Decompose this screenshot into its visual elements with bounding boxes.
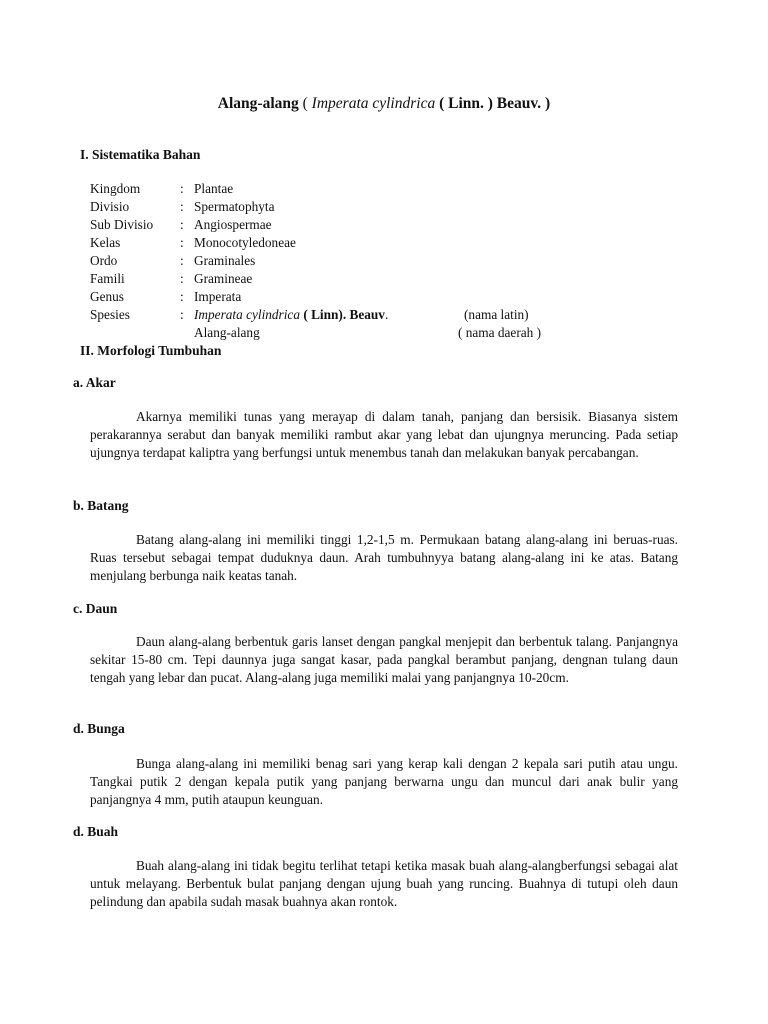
paragraph-daun: Daun alang-alang berbentuk garis lanset dengan pangkal menjepit dan berbentuk talang. Panjangnya sekitar 15-80 cm. Tepi daunnya juga sangat kasar, pada pangkal berambut panjang, dengnan tulang daun tengah yang lebar dan pucat. Alang-alang juga memiliki malai yang panjangnya 10-20cm. [90,634,678,685]
subheading-daun: c. Daun [73,601,118,616]
taxonomy-value: Angiospermae [194,217,272,232]
species-dot: . [384,307,389,322]
paragraph-batang: Batang alang-alang ini memiliki tinggi 1,2-1,5 m. Permukaan batang alang-alang ini beruas-ruas. Ruas tersebut sebagai tempat duduknya daun. Arah tumbuhnyya batang alang-alang ini ke atas. Batang menjulang berbunga naik keatas tanah. [90,532,678,583]
species-author: ( Linn). Beauv [303,307,385,322]
taxonomy-row [90,252,650,270]
taxonomy-colon: : [180,235,184,250]
taxonomy-colon: : [180,289,184,304]
taxonomy-key: Famili [90,271,125,286]
title-common-name: Alang-alang [217,95,299,112]
taxonomy-value: Spermatophyta [194,199,275,214]
species-latin-name: Imperata cylindrica [194,307,300,322]
taxonomy-value: Gramineae [194,271,253,286]
species-local-name: Alang-alang [194,325,260,340]
taxonomy-colon: : [180,253,184,268]
taxonomy-row [90,180,650,198]
subheading-batang: b. Batang [73,498,129,513]
taxonomy-value: Graminales [194,253,256,268]
taxonomy-row [90,234,650,252]
taxonomy-row [90,288,650,306]
taxonomy-table [90,180,650,342]
paragraph-akar: Akarnya memiliki tunas yang merayap di dalam tanah, panjang dan bersisik. Biasanya sistem perakarannya serabut dan banyak memiliki rambut akar yang lebat dan ujungnya meruncing. Pada setiap ujungnya terdapat kaliptra yang berfungsi untuk menembus tanah dan melakukan banyak percabangan. [90,409,678,460]
species-latin-note: (nama latin) [464,307,529,322]
taxonomy-colon: : [180,181,184,196]
taxonomy-row [90,270,650,288]
page-title [0,94,768,114]
taxonomy-key: Spesies [90,307,130,322]
subheading-bunga: d. Bunga [73,721,125,736]
subheading-akar: a. Akar [73,375,116,390]
taxonomy-row-local [90,324,650,342]
species-latin-value [194,306,464,324]
taxonomy-key: Divisio [90,199,130,214]
title-latin-name: Imperata cylindrica [311,95,436,112]
taxonomy-key: Kingdom [90,181,141,196]
species-local-note: ( nama daerah ) [458,325,542,340]
section-heading-morfologi: II. Morfologi Tumbuhan [80,343,222,358]
taxonomy-colon: : [180,307,184,322]
taxonomy-row [90,198,650,216]
subheading-buah: d. Buah [73,824,119,839]
title-open-paren: ( [302,95,308,112]
section-heading-sistematika: I. Sistematika Bahan [80,147,201,162]
taxonomy-key: Sub Divisio [90,217,154,232]
taxonomy-row-species [90,306,650,324]
taxonomy-colon: : [180,217,184,232]
taxonomy-colon: : [180,199,184,214]
taxonomy-key: Genus [90,289,124,304]
title-author: ( Linn. ) Beauv. ) [439,95,551,112]
taxonomy-row [90,216,650,234]
taxonomy-colon: : [180,271,184,286]
paragraph-buah: Buah alang-alang ini tidak begitu terlihat tetapi ketika masak buah alang-alangberfungsi sebagai alat untuk melayang. Berbentuk bulat panjang dengan ujung buah yang runcing. Buahnya di tutupi oleh daun pelindung dan apabila sudah masak buahnya akan rontok. [90,858,678,909]
taxonomy-key: Kelas [90,235,121,250]
taxonomy-value: Imperata [194,289,242,304]
paragraph-bunga: Bunga alang-alang ini memiliki benag sari yang kerap kali dengan 2 kepala sari putih atau ungu. Tangkai putik 2 dengan kepala putik yang panjang berwarna ungu dan muncul dari anak bulir yang panjangnya 4 mm, putih ataupun keunguan. [90,756,678,807]
taxonomy-key: Ordo [90,253,118,268]
taxonomy-value: Plantae [194,181,234,196]
taxonomy-value: Monocotyledoneae [194,235,296,250]
